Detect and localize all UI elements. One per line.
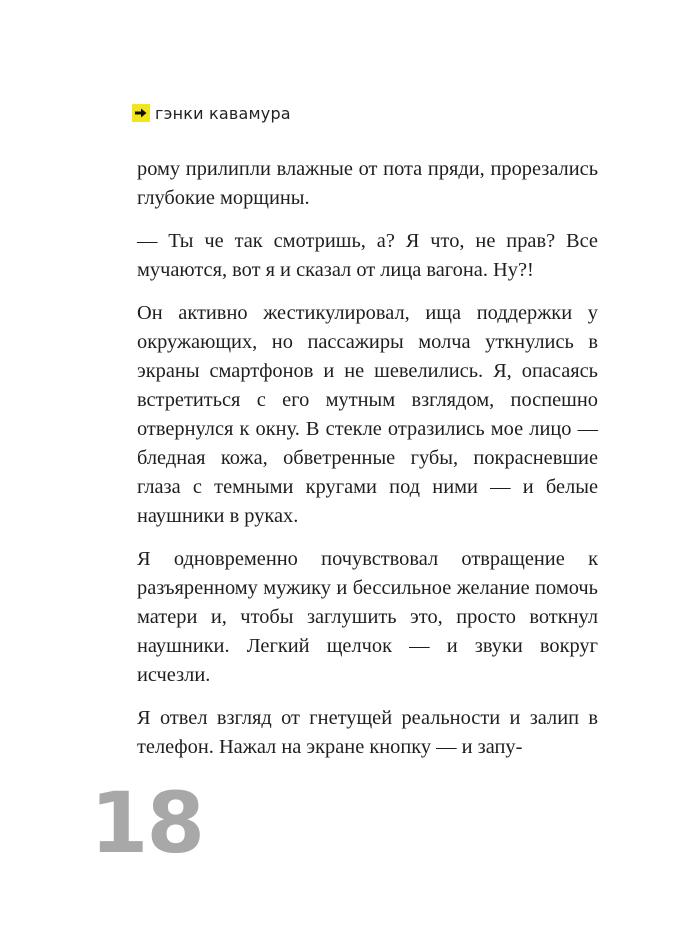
- author-name: гэнки кавамура: [155, 103, 291, 123]
- running-head: [132, 103, 291, 123]
- page-number: 18: [90, 774, 203, 872]
- paragraph-4: Я одновременно почувствовал отвращение к разъяренному мужику и бессильное желание помочь матери и, чтобы заглушить это, просто воткнул наушники. Легкий щелчок — и звуки вокруг исчезли.: [137, 548, 598, 686]
- paragraph-2: — Ты че так смотришь, а? Я что, не прав? Все мучаются, вот я и сказал от лица вагона. Ну?!: [137, 230, 598, 281]
- body-text: [137, 155, 598, 776]
- paragraph-1: рому прилипли влажные от пота пряди, прорезались глубокие морщины.: [137, 158, 598, 209]
- paragraph-3: Он активно жестикулировал, ища поддержки у окружающих, но пассажиры молча уткнулись в экраны смартфонов и не шевелились. Я, опасаясь встретиться с его мутным взглядом, поспешно отвернулся к окну. В стекле отразились мое лицо — бледная кожа, обветренные губы, покрасневшие глаза с темными кругами под ними — и белые наушники в руках.: [137, 302, 598, 527]
- arrow-right-icon: [132, 104, 150, 122]
- paragraph-5: Я отвел взгляд от гнетущей реальности и залип в телефон. Нажал на экране кнопку — и запу-: [137, 707, 598, 758]
